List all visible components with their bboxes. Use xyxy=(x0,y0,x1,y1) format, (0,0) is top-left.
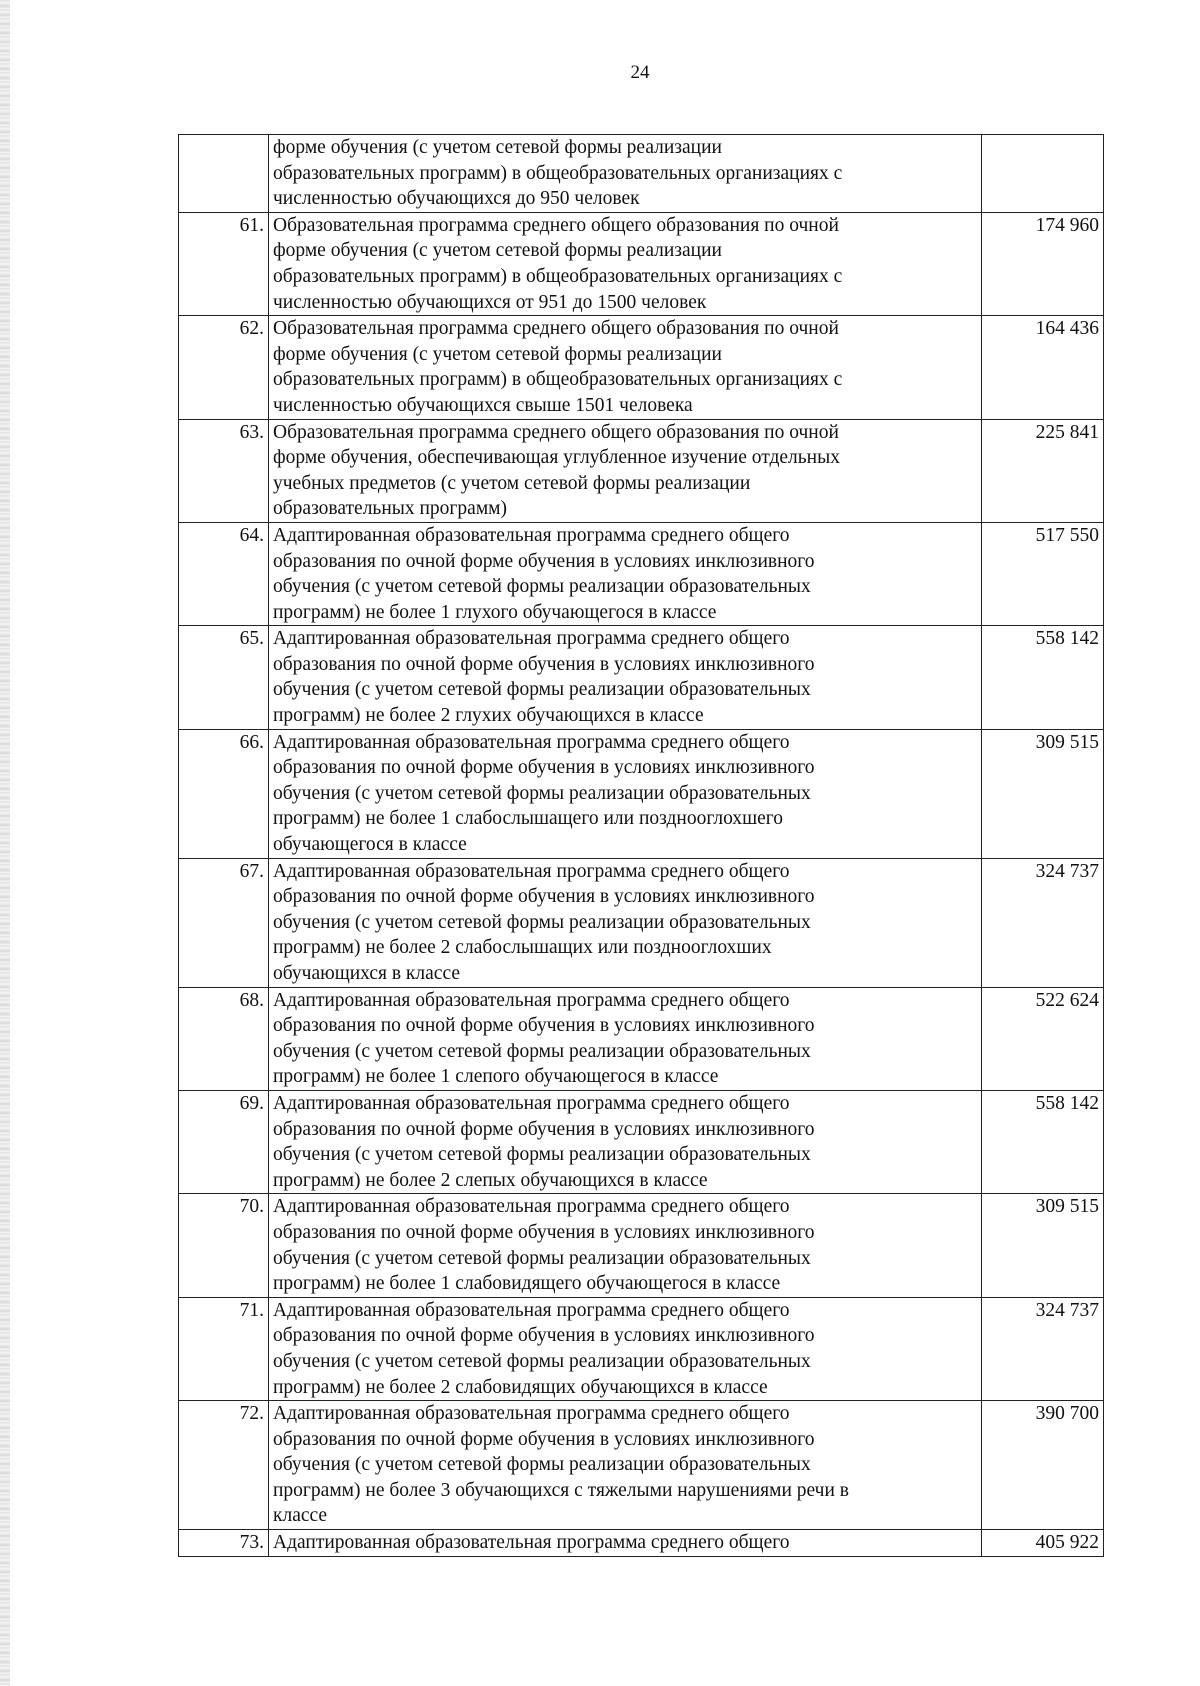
description-line: обучения (с учетом сетевой формы реализации образовательных xyxy=(273,1247,811,1269)
description-line: программ) не более 2 глухих обучающихся в классе xyxy=(273,705,704,727)
row-number: 66. xyxy=(179,729,269,858)
description-line: образования по очной форме обучения в условиях инклюзивного xyxy=(273,1428,815,1450)
norm-value: 324 737 xyxy=(982,1297,1104,1400)
norm-value: 164 436 xyxy=(982,316,1104,419)
description-line: обучения (с учетом сетевой формы реализации образовательных xyxy=(273,576,811,598)
program-description xyxy=(269,1401,982,1530)
description-line: образования по очной форме обучения в условиях инклюзивного xyxy=(273,653,815,675)
table-row xyxy=(179,729,1104,858)
description-line: программ) не более 1 слабослышащего или позднооглохшего xyxy=(273,808,784,830)
program-description xyxy=(269,419,982,522)
description-line: форме обучения, обеспечивающая углубленное изучение отдельных xyxy=(273,447,840,469)
table-row xyxy=(179,1297,1104,1400)
program-description xyxy=(269,858,982,987)
row-number: 72. xyxy=(179,1401,269,1530)
row-number: 62. xyxy=(179,316,269,419)
row-number: 63. xyxy=(179,419,269,522)
table-body xyxy=(179,135,1104,1557)
description-line: Адаптированная образовательная программа среднего общего xyxy=(273,1403,790,1425)
description-line: образования по очной форме обучения в условиях инклюзивного xyxy=(273,1221,815,1243)
program-description xyxy=(269,522,982,625)
norm-value: 324 737 xyxy=(982,858,1104,987)
description-line: обучения (с учетом сетевой формы реализации образовательных xyxy=(273,782,811,804)
description-line: форме обучения (с учетом сетевой формы реализации xyxy=(273,137,722,158)
row-number: 67. xyxy=(179,858,269,987)
description-line: Адаптированная образовательная программа среднего общего xyxy=(273,1092,790,1114)
row-number: 69. xyxy=(179,1090,269,1193)
description-line: Адаптированная образовательная программа среднего общего xyxy=(273,731,790,753)
description-line: программ) не более 1 глухого обучающегося в классе xyxy=(273,601,717,623)
description-line: Образовательная программа среднего общего образования по очной xyxy=(273,318,839,340)
norm-value: 558 142 xyxy=(982,1090,1104,1193)
program-description xyxy=(269,1530,982,1557)
row-number xyxy=(179,135,269,213)
description-line: численностью обучающихся свыше 1501 человека xyxy=(273,394,693,416)
norm-value: 309 515 xyxy=(982,1194,1104,1297)
table-row xyxy=(179,1194,1104,1297)
description-line: образовательных программ) в общеобразовательных организациях с xyxy=(273,265,843,287)
description-line: Адаптированная образовательная программа среднего общего xyxy=(273,989,790,1011)
program-description xyxy=(269,729,982,858)
norm-value: 225 841 xyxy=(982,419,1104,522)
row-number: 68. xyxy=(179,987,269,1090)
description-line: Адаптированная образовательная программа среднего общего xyxy=(273,1299,790,1321)
description-line: обучения (с учетом сетевой формы реализации образовательных xyxy=(273,911,811,933)
norm-value: 517 550 xyxy=(982,522,1104,625)
description-line: Адаптированная образовательная программа среднего общего xyxy=(273,524,790,546)
description-line: обучения (с учетом сетевой формы реализации образовательных xyxy=(273,1040,811,1062)
description-line: образовательных программ) в общеобразовательных организациях с xyxy=(273,162,843,184)
norm-value: 558 142 xyxy=(982,626,1104,729)
description-line: образования по очной форме обучения в условиях инклюзивного xyxy=(273,1015,815,1037)
row-number: 65. xyxy=(179,626,269,729)
description-line: образовательных программ) xyxy=(273,498,507,520)
table-row xyxy=(179,858,1104,987)
table-row xyxy=(179,1090,1104,1193)
table-row xyxy=(179,522,1104,625)
description-line: численностью обучающихся до 950 человек xyxy=(273,188,640,210)
norm-value: 309 515 xyxy=(982,729,1104,858)
description-line: образовательных программ) в общеобразовательных организациях с xyxy=(273,369,843,391)
table-row xyxy=(179,987,1104,1090)
program-description xyxy=(269,1090,982,1193)
description-line: программ) не более 1 слабовидящего обучающегося в классе xyxy=(273,1273,781,1295)
description-line: программ) не более 2 слабослышащих или позднооглохших xyxy=(273,937,772,959)
description-line: образования по очной форме обучения в условиях инклюзивного xyxy=(273,757,815,779)
scan-edge-artifact xyxy=(0,0,10,1686)
description-line: классе xyxy=(273,1505,328,1527)
row-number: 73. xyxy=(179,1530,269,1557)
description-line: образования по очной форме обучения в условиях инклюзивного xyxy=(273,550,815,572)
description-line: программ) не более 2 слепых обучающихся в классе xyxy=(273,1169,708,1191)
description-line: Адаптированная образовательная программа среднего общего xyxy=(273,1196,790,1218)
table-row xyxy=(179,212,1104,315)
row-number: 71. xyxy=(179,1297,269,1400)
description-line: образования по очной форме обучения в условиях инклюзивного xyxy=(273,1325,815,1347)
description-line: программ) не более 1 слепого обучающегося в классе xyxy=(273,1066,719,1088)
table-row xyxy=(179,135,1104,213)
description-line: Адаптированная образовательная программа среднего общего xyxy=(273,860,790,882)
description-line: образования по очной форме обучения в условиях инклюзивного xyxy=(273,1118,815,1140)
description-line: обучающегося в классе xyxy=(273,834,467,856)
program-description xyxy=(269,1194,982,1297)
norms-table xyxy=(178,134,1104,1557)
program-description xyxy=(269,135,982,213)
description-line: численностью обучающихся от 951 до 1500 человек xyxy=(273,291,707,313)
table-row xyxy=(179,316,1104,419)
row-number: 64. xyxy=(179,522,269,625)
description-line: Образовательная программа среднего общего образования по очной xyxy=(273,421,839,443)
description-line: обучающихся в классе xyxy=(273,963,460,984)
program-description xyxy=(269,626,982,729)
norm-value xyxy=(982,135,1104,213)
norm-value: 522 624 xyxy=(982,987,1104,1090)
description-line: учебных предметов (с учетом сетевой формы реализации xyxy=(273,472,751,494)
program-description xyxy=(269,1297,982,1400)
description-line: программ) не более 2 слабовидящих обучающихся в классе xyxy=(273,1376,768,1398)
table-row xyxy=(179,1530,1104,1557)
description-line: обучения (с учетом сетевой формы реализации образовательных xyxy=(273,1144,811,1166)
table-row xyxy=(179,419,1104,522)
norm-value: 405 922 xyxy=(982,1530,1104,1557)
page-number: 24 xyxy=(630,62,650,83)
description-line: форме обучения (с учетом сетевой формы реализации xyxy=(273,343,722,365)
description-line: обучения (с учетом сетевой формы реализации образовательных xyxy=(273,1454,811,1476)
norm-value: 390 700 xyxy=(982,1401,1104,1530)
row-number: 70. xyxy=(179,1194,269,1297)
description-line: Образовательная программа среднего общего образования по очной xyxy=(273,214,839,236)
description-line: программ) не более 3 обучающихся с тяжелыми нарушениями речи в xyxy=(273,1479,850,1501)
description-line: Адаптированная образовательная программа среднего общего xyxy=(273,628,790,650)
table-row xyxy=(179,1401,1104,1530)
table-row xyxy=(179,626,1104,729)
description-line: Адаптированная образовательная программа среднего общего xyxy=(273,1532,790,1554)
norm-value: 174 960 xyxy=(982,212,1104,315)
description-line: форме обучения (с учетом сетевой формы реализации xyxy=(273,240,722,262)
program-description xyxy=(269,316,982,419)
program-description xyxy=(269,212,982,315)
row-number: 61. xyxy=(179,212,269,315)
description-line: образования по очной форме обучения в условиях инклюзивного xyxy=(273,886,815,908)
description-line: обучения (с учетом сетевой формы реализации образовательных xyxy=(273,679,811,701)
description-line: обучения (с учетом сетевой формы реализации образовательных xyxy=(273,1350,811,1372)
program-description xyxy=(269,987,982,1090)
